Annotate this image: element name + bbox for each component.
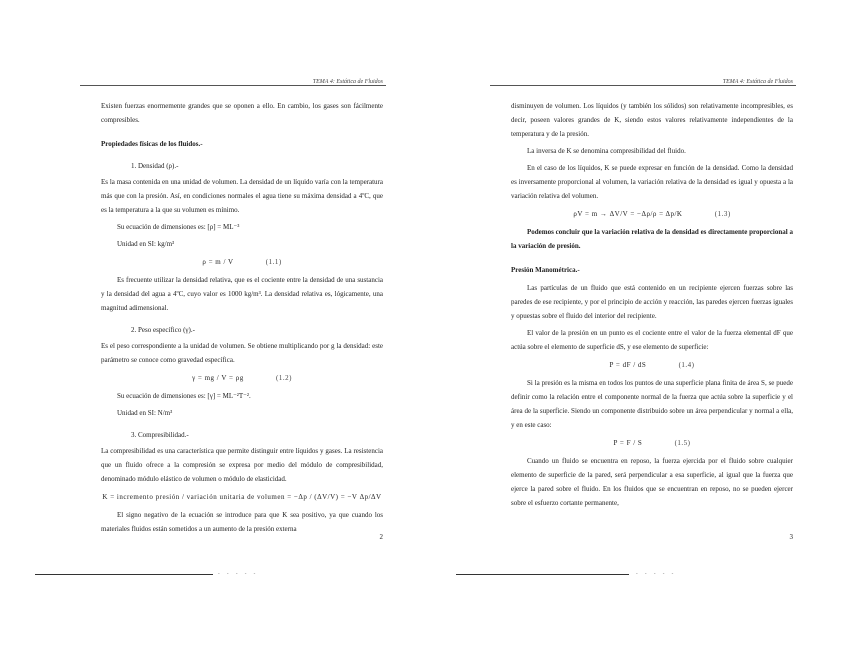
equation-body: ρV = m → ΔV/V = −Δρ/ρ = Δp/K bbox=[573, 210, 683, 218]
footer-rule-right bbox=[456, 574, 629, 575]
footer-marks-right: - - - - - bbox=[636, 572, 677, 577]
document-page-left bbox=[95, 72, 383, 552]
paragraph: Es frecuente utilizar la densidad relativa, que es el cociente entre la densidad de una sustancia y la densidad del agua a 4ºC, cuyo valor es 1000 kg/m³. La densidad relativa es, lógicamente, una magnitud adimensional. bbox=[101, 276, 383, 312]
section-heading: Propiedades físicas de los fluidos.- bbox=[101, 140, 203, 148]
paragraph: Es la masa contenida en una unidad de volumen. La densidad de un líquido varía con la temperatura más que con la presión. Así, en condiciones normales el agua tiene su máxima densidad a 4ºC, que es la temperatura a la que su volumen es mínimo. bbox=[101, 178, 383, 214]
paragraph: Unidad en SI: N/m³ bbox=[117, 409, 173, 417]
section-heading: Presión Manométrica.- bbox=[511, 266, 580, 274]
equation-number: (1.5) bbox=[674, 439, 691, 447]
paragraph: Es el peso correspondiente a la unidad de volumen. Se obtiene multiplicando por g la densidad: este parámetro se conoce como gravedad específica. bbox=[101, 342, 383, 364]
header-rule-right bbox=[490, 85, 796, 86]
paragraph: El signo negativo de la ecuación se introduce para que K sea positivo, ya que cuando los materiales fluidos están sometidos a un aumento de la presión externa bbox=[101, 511, 383, 533]
running-header-left: TEMA 4: Estática de Fluidos bbox=[312, 79, 383, 85]
paragraph: Unidad en SI: kg/m³ bbox=[117, 240, 175, 248]
running-header-right: TEMA 4: Estática de Fluidos bbox=[722, 79, 793, 85]
paragraph: disminuyen de volumen. Los líquidos (y también los sólidos) son relativamente incompresibles, es decir, poseen valores grandes de K, siendo estos valores relativamente independientes de la temperatura y de la presión. bbox=[511, 102, 793, 138]
paragraph: Su ecuación de dimensiones es: [ρ] = ML⁻³ bbox=[117, 223, 240, 231]
page-body-right bbox=[511, 99, 793, 513]
equation-body: γ = mg / V = ρg bbox=[192, 374, 244, 382]
paragraph: Las partículas de un fluido que está contenido en un recipiente ejercen fuerzas sobre las paredes de ese recipiente, y por el principio de acción y reacción, las paredes ejercen fuerzas iguales y opuestas sobre el fluido del interior del recipiente. bbox=[511, 284, 793, 320]
footer-rule-left bbox=[35, 574, 213, 575]
subsection-heading: 2. Peso específico (γ).- bbox=[131, 326, 195, 334]
equation-number: (1.4) bbox=[678, 361, 695, 369]
page-number: 3 bbox=[789, 533, 793, 541]
header-rule-left bbox=[80, 85, 386, 86]
paragraph: El valor de la presión en un punto es el cociente entre el valor de la fuerza elemental dF que actúa sobre el elemento de superficie dS, y ese elemento de superficie: bbox=[511, 329, 793, 351]
equation: K = incremento presión / variación unitaria de volumen = −Δp / (ΔV/V) = −V Δp/ΔV bbox=[102, 493, 382, 501]
footer-marks-left: - - - - - bbox=[218, 572, 259, 577]
paragraph: Cuando un fluido se encuentra en reposo, la fuerza ejercida por el fluido sobre cualquier elemento de superficie de la pared, será perpendicular a esa superficie, al igual que la fuerza que ejerce la pared sobre el fluido. En los fluidos que se encuentran en reposo, no se pueden ejercer sobre el esfuerzo cortante permanente, bbox=[511, 457, 793, 507]
equation bbox=[511, 207, 793, 221]
equation bbox=[101, 255, 383, 269]
page-body-left bbox=[101, 99, 383, 539]
equation-body: ρ = m / V bbox=[202, 258, 234, 266]
paragraph: Su ecuación de dimensiones es: [γ] = ML⁻²T⁻². bbox=[117, 392, 251, 400]
equation-body: P = F / S bbox=[613, 439, 643, 447]
equation-number: (1.1) bbox=[265, 258, 282, 266]
paragraph: En el caso de los líquidos, K se puede expresar en función de la densidad. Como la densidad es inversamente proporcional al volumen, la variación relativa de la densidad es igual y opuesta a la variación relativa del volumen. bbox=[511, 164, 793, 200]
equation-body: P = dF / dS bbox=[609, 361, 647, 369]
document-page-right bbox=[505, 72, 793, 552]
equation bbox=[511, 436, 793, 450]
equation bbox=[511, 358, 793, 372]
page-number: 2 bbox=[379, 533, 383, 541]
paragraph: Existen fuerzas enormemente grandes que se oponen a ello. En cambio, los gases son fácilmente compresibles. bbox=[101, 102, 383, 124]
equation-number: (1.3) bbox=[714, 210, 731, 218]
subsection-heading: 3. Compresibilidad.- bbox=[131, 431, 189, 439]
paragraph: Podemos concluir que la variación relativa de la densidad es directamente proporcional a la variación de presión. bbox=[511, 228, 793, 250]
subsection-heading: 1. Densidad (ρ).- bbox=[131, 162, 179, 170]
paragraph: Si la presión es la misma en todos los puntos de una superficie plana finita de área S, se puede definir como la relación entre el componente normal de la fuerza que actúa sobre la superficie y el área de la superficie. Siendo un componente distribuido sobre un área perpendicular y normal a ella, y en este caso: bbox=[511, 379, 793, 429]
paragraph: La compresibilidad es una característica que permite distinguir entre líquidos y gases. La resistencia que un fluido ofrece a la compresión se expresa por medio del módulo de compresibilidad, denominado módulo elástico de volumen o módulo de elasticidad. bbox=[101, 447, 383, 483]
equation-number: (1.2) bbox=[276, 374, 292, 382]
paragraph: La inversa de K se denomina compresibilidad del fluido. bbox=[527, 147, 686, 155]
equation bbox=[101, 371, 383, 385]
